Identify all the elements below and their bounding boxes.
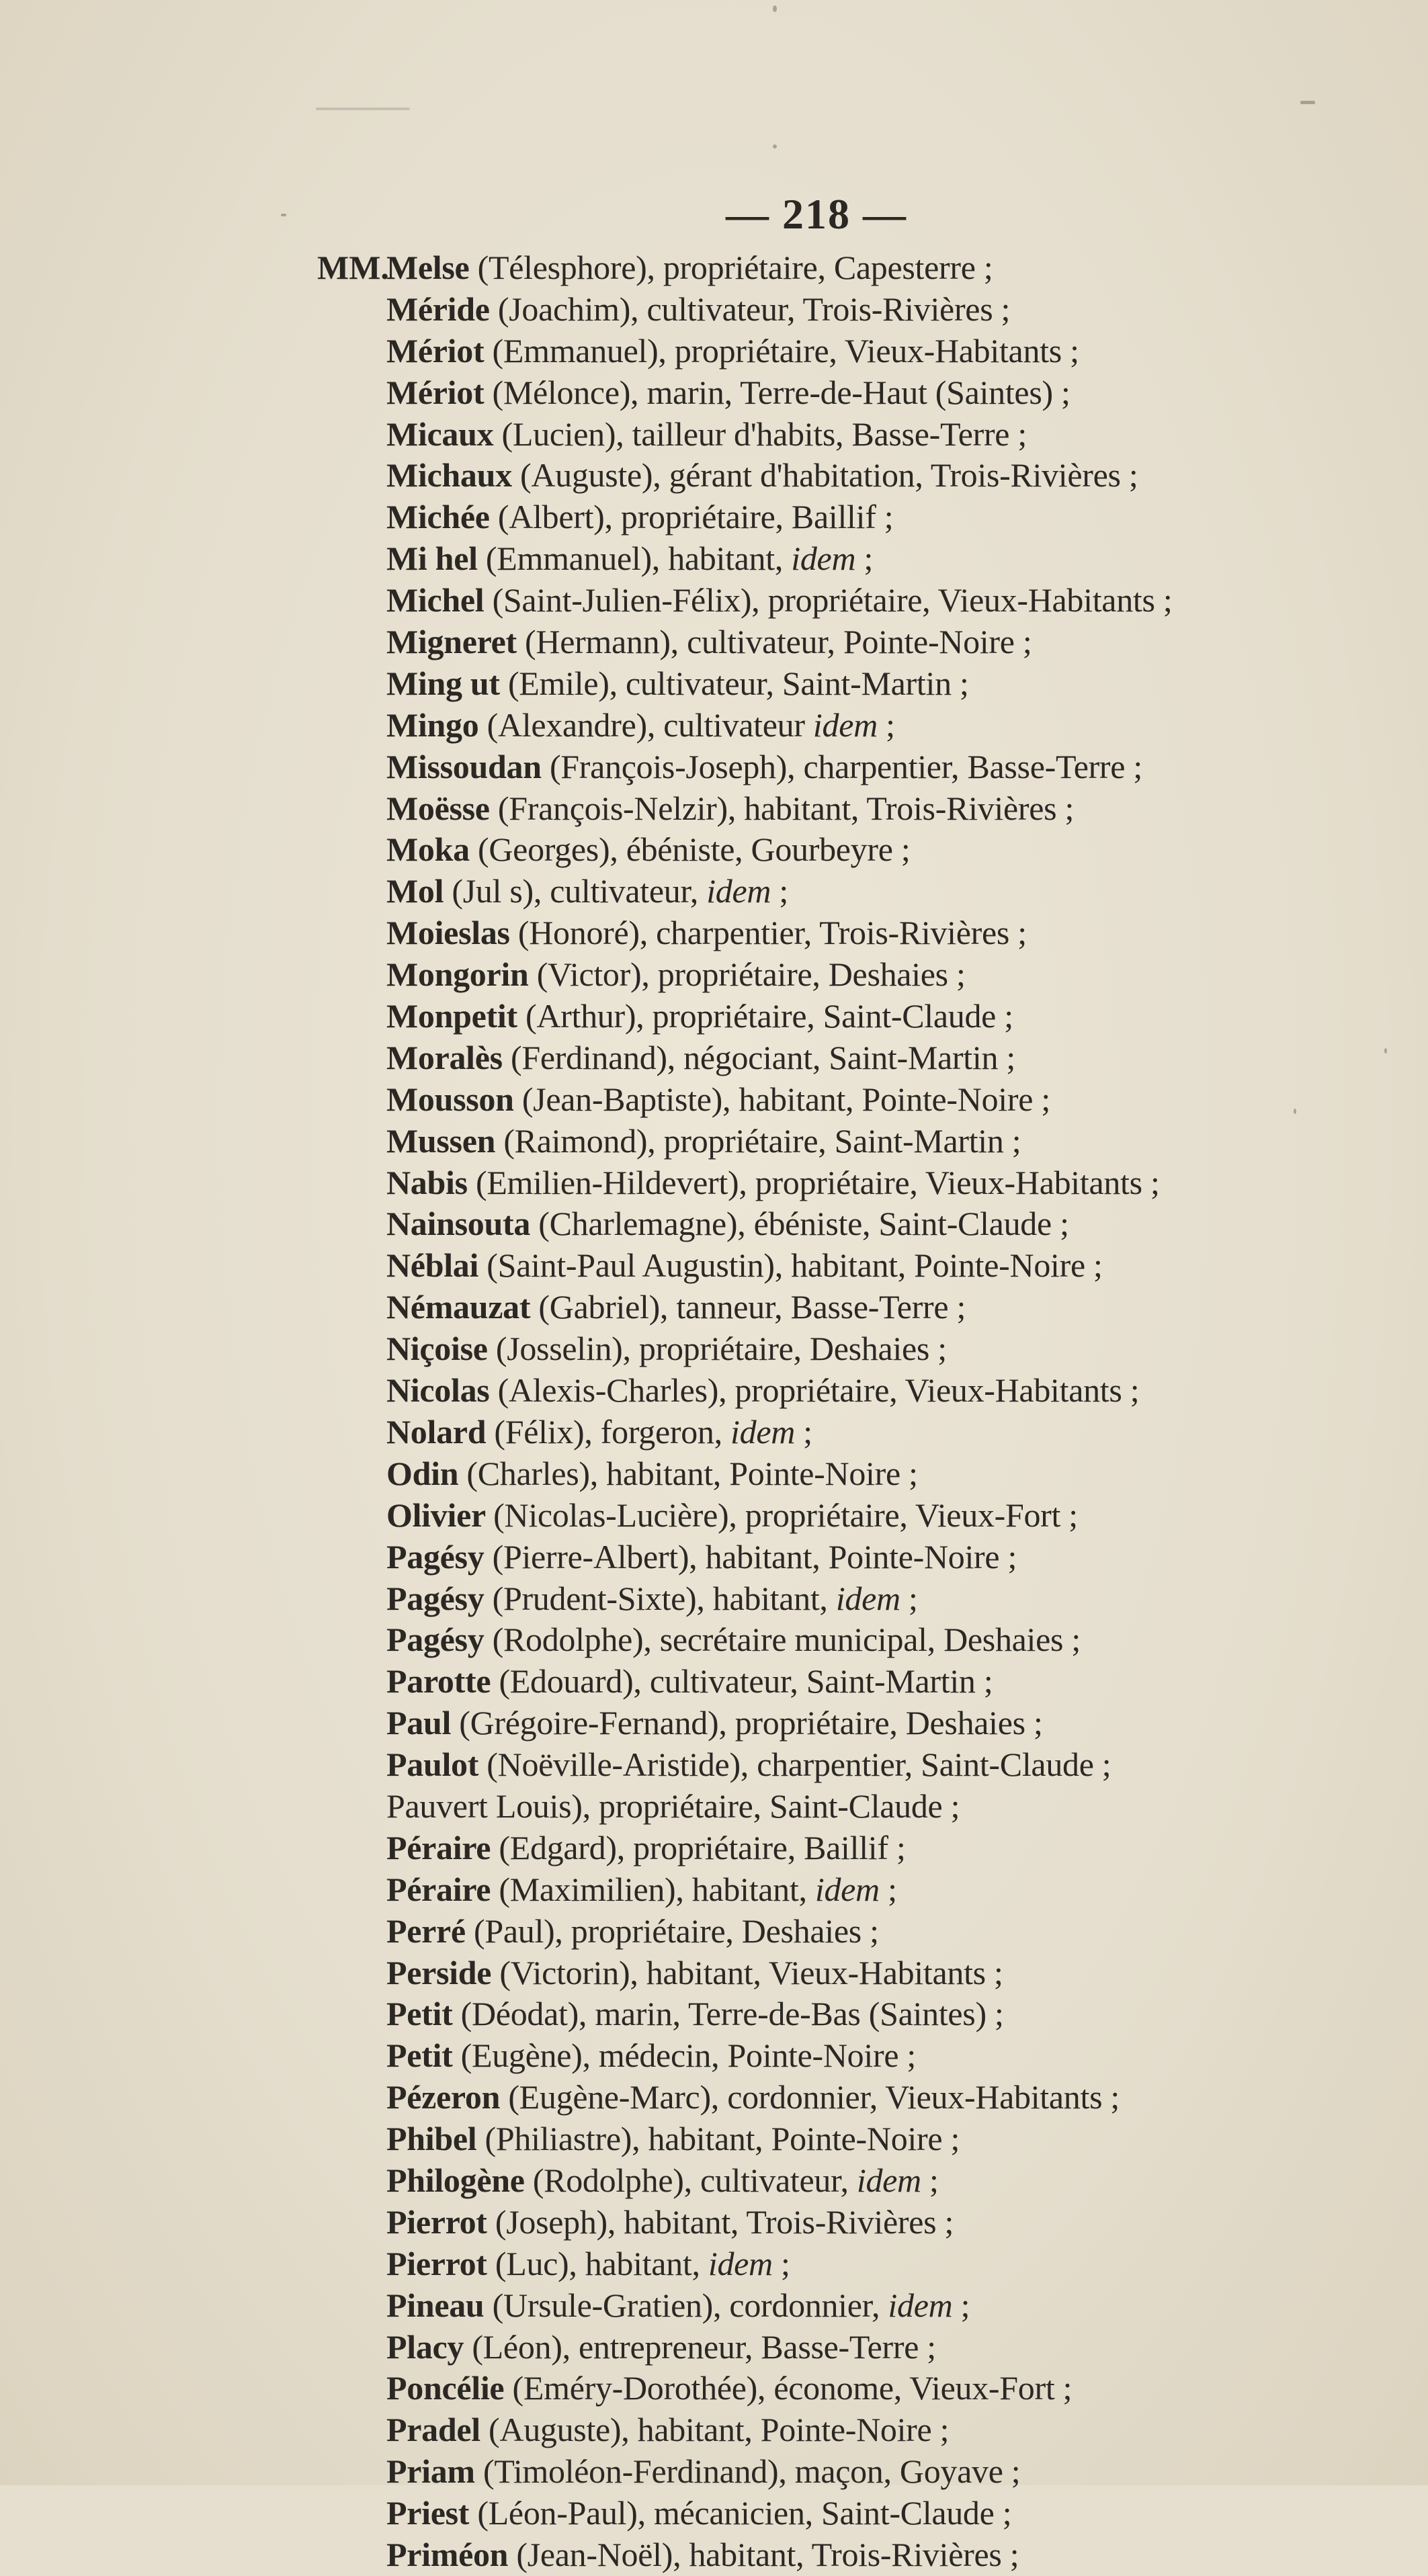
list-item: Némauzat (Gabriel), tanneur, Basse-Terre ; [386, 1288, 966, 1326]
list-item: Poncélie (Eméry-Dorothée), économe, Vieux-Fort ; [386, 2369, 1073, 2407]
list-item: Olivier (Nicolas-Lucière), propriétaire, Vieux-Fort ; [386, 1496, 1078, 1534]
list-item: Priméon (Jean-Noël), habitant, Trois-Rivières ; [386, 2535, 1019, 2573]
list-item: Paulot (Noëville-Aristide), charpentier, Saint-Claude ; [386, 1746, 1111, 1784]
list-item: Nainsouta (Charlemagne), ébéniste, Saint-Claude ; [386, 1205, 1069, 1243]
list-item: Mussen (Raimond), propriétaire, Saint-Martin ; [386, 1121, 1021, 1160]
list-item: Melse (Télesphore), propriétaire, Capesterre ; [386, 249, 993, 286]
list-item: Pagésy (Prudent-Sixte), habitant, idem ; [386, 1579, 918, 1617]
list-item: Moësse (François-Nelzir), habitant, Trois-Rivières ; [386, 789, 1075, 827]
list-item: Péraire (Maximilien), habitant, idem ; [386, 1870, 897, 1908]
scan-speck [281, 214, 286, 216]
list-item: Perside (Victorin), habitant, Vieux-Habitants ; [386, 1953, 1003, 1991]
list-item: Odin (Charles), habitant, Pointe-Noire ; [386, 1454, 918, 1492]
list-item: Nolard (Félix), forgeron, idem ; [386, 1412, 812, 1451]
list-item: Niçoise (Josselin), propriétaire, Deshaies ; [386, 1330, 947, 1368]
list-item: Mi hel (Emmanuel), habitant, idem ; [386, 540, 874, 578]
list-item: Missoudan (François-Joseph), charpentier, Basse-Terre ; [386, 747, 1142, 785]
name-list [386, 247, 1327, 2576]
list-item: Pierrot (Luc), habitant, idem ; [386, 2244, 790, 2282]
scan-speck [1384, 1048, 1387, 1054]
list-item: Philogène (Rodolphe), cultivateur, idem ; [386, 2161, 939, 2199]
list-item: Néblai (Saint-Paul Augustin), habitant, Pointe-Noire ; [386, 1246, 1103, 1285]
scan-speck [773, 5, 777, 12]
list-item: Mousson (Jean-Baptiste), habitant, Pointe-Noire ; [386, 1080, 1050, 1118]
list-item: Parotte (Edouard), cultivateur, Saint-Martin ; [386, 1662, 993, 1701]
list-item: Pagésy (Rodolphe), secrétaire municipal, Deshaies ; [386, 1621, 1081, 1659]
list-item: Ming ut (Emile), cultivateur, Saint-Martin ; [386, 664, 969, 702]
list-item: Monpetit (Arthur), propriétaire, Saint-Claude ; [386, 997, 1013, 1035]
list-item: Pagésy (Pierre-Albert), habitant, Pointe-Noire ; [386, 1537, 1017, 1576]
scan-speck [316, 108, 410, 110]
list-item: Moieslas (Honoré), charpentier, Trois-Rivières ; [386, 914, 1027, 952]
list-item: Mongorin (Victor), propriétaire, Deshaies ; [386, 955, 966, 994]
list-item: Mingo (Alexandre), cultivateur idem ; [386, 705, 895, 744]
page-number: — 218 — [726, 190, 907, 238]
list-item: Méride (Joachim), cultivateur, Trois-Rivières ; [386, 290, 1011, 328]
list-item: Nabis (Emilien-Hildevert), propriétaire, Vieux-Habitants ; [386, 1163, 1160, 1201]
list-item: Priest (Léon-Paul), mécanicien, Saint-Claude ; [386, 2494, 1012, 2532]
list-item: Petit (Eugène), médecin, Pointe-Noire ; [386, 2036, 916, 2075]
list-item: Pauvert Louis), propriétaire, Saint-Claude ; [386, 1787, 960, 1825]
list-item: Michaux (Auguste), gérant d'habitation, Trois-Rivières ; [386, 456, 1138, 495]
list-item: Paul (Grégoire-Fernand), propriétaire, Deshaies ; [386, 1704, 1043, 1742]
list-item: Mériot (Mélonce), marin, Terre-de-Haut (Saintes) ; [386, 373, 1070, 411]
list-item: Migneret (Hermann), cultivateur, Pointe-Noire ; [386, 623, 1032, 661]
list-item: Petit (Déodat), marin, Terre-de-Bas (Saintes) ; [386, 1995, 1004, 2033]
list-item: Pierrot (Joseph), habitant, Trois-Rivières ; [386, 2202, 954, 2241]
list-item: Micaux (Lucien), tailleur d'habits, Basse-Terre ; [386, 415, 1027, 453]
scan-speck [773, 144, 777, 148]
list-item: Moka (Georges), ébéniste, Gourbeyre ; [386, 830, 911, 869]
honorific-label: MM. [317, 249, 389, 286]
list-item: Priam (Timoléon-Ferdinand), maçon, Goyave ; [386, 2452, 1021, 2491]
list-item: Pradel (Auguste), habitant, Pointe-Noire ; [386, 2411, 950, 2449]
list-item: Perré (Paul), propriétaire, Deshaies ; [386, 1912, 879, 1950]
list-item: Moralès (Ferdinand), négociant, Saint-Martin ; [386, 1038, 1015, 1076]
list-item: Placy (Léon), entrepreneur, Basse-Terre ; [386, 2327, 936, 2366]
list-item: Nicolas (Alexis-Charles), propriétaire, Vieux-Habitants ; [386, 1371, 1140, 1410]
list-item: Pineau (Ursule-Gratien), cordonnier, idem ; [386, 2286, 970, 2324]
list-item: Michel (Saint-Julien-Félix), propriétaire, Vieux-Habitants ; [386, 581, 1173, 619]
list-item: Pézeron (Eugène-Marc), cordonnier, Vieux-Habitants ; [386, 2078, 1120, 2116]
list-item: Michée (Albert), propriétaire, Baillif ; [386, 498, 894, 536]
list-item: Phibel (Philiastre), habitant, Pointe-Noire ; [386, 2120, 960, 2158]
list-item: Mol (Jul s), cultivateur, idem ; [386, 872, 788, 910]
list-item: Mériot (Emmanuel), propriétaire, Vieux-Habitants ; [386, 331, 1079, 370]
scan-speck [1300, 101, 1315, 104]
list-item: Péraire (Edgard), propriétaire, Baillif ; [386, 1828, 906, 1866]
